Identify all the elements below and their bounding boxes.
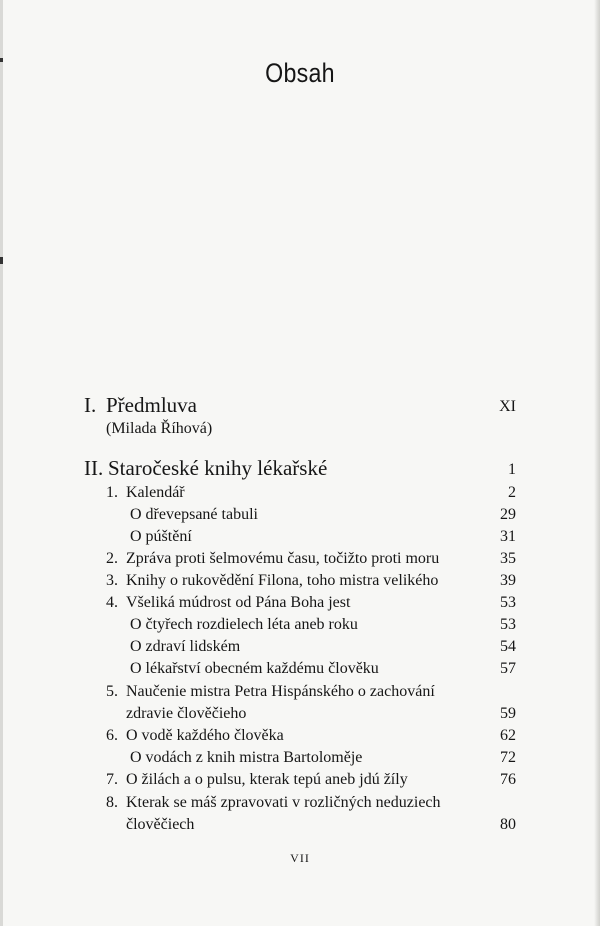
toc-entry — [84, 572, 516, 594]
entry-page: 39 — [500, 572, 516, 589]
entry-title: Naučenie mistra Petra Hispánského o zachování — [126, 683, 435, 700]
section-page: 1 — [508, 461, 516, 478]
section-title: Předmluva — [106, 393, 197, 417]
toc-entry — [84, 816, 516, 838]
section-number: II. — [84, 456, 104, 480]
entry-number: 6. — [106, 727, 118, 744]
section-number: I. — [84, 393, 97, 417]
toc-entry — [84, 794, 516, 816]
entry-page: 53 — [500, 616, 516, 633]
section-title: Staročeské knihy lékařské — [108, 456, 328, 480]
entry-title: člověčiech — [126, 816, 195, 833]
toc-section-subtitle — [84, 420, 516, 442]
toc-entry — [84, 660, 516, 682]
toc-entry — [84, 638, 516, 660]
entry-page: 80 — [500, 816, 516, 833]
toc-entry — [84, 528, 516, 550]
entry-title: O lékařství obecném každému člověku — [130, 660, 379, 677]
entry-number: 8. — [106, 794, 118, 811]
entry-title: O zdraví lidském — [130, 638, 241, 655]
scan-mark — [0, 257, 3, 264]
toc-entry — [84, 705, 516, 727]
toc-entry — [84, 506, 516, 528]
entry-page: 53 — [500, 594, 516, 611]
entry-number: 2. — [106, 550, 118, 567]
toc-entry — [84, 683, 516, 705]
entry-number: 3. — [106, 572, 118, 589]
section-subtitle: (Milada Říhová) — [106, 420, 213, 437]
entry-number: 1. — [106, 484, 118, 501]
page-title: Obsah — [265, 58, 335, 88]
toc-section-row — [84, 393, 516, 421]
entry-title: O púštění — [130, 528, 192, 545]
entry-number: 7. — [106, 771, 118, 788]
toc-entry — [84, 594, 516, 616]
entry-title: Kalendář — [126, 484, 185, 501]
entry-number: 5. — [106, 683, 118, 700]
section-page: XI — [499, 398, 516, 415]
entry-page: 54 — [500, 638, 516, 655]
toc-entry — [84, 771, 516, 793]
entry-title: O vodě každého člověka — [126, 727, 284, 744]
toc-entry — [84, 616, 516, 638]
entry-title: Všeliká múdrost od Pána Boha jest — [126, 594, 351, 611]
toc-entry — [84, 727, 516, 749]
entry-number: 4. — [106, 594, 118, 611]
entry-page: 72 — [500, 749, 516, 766]
entry-page: 59 — [500, 705, 516, 722]
entry-title: O čtyřech rozdielech léta aneb roku — [130, 616, 358, 633]
entry-page: 57 — [500, 660, 516, 677]
toc-entry — [84, 484, 516, 506]
entry-page: 31 — [500, 528, 516, 545]
page-number-footer: VII — [290, 851, 310, 865]
entry-page: 2 — [508, 484, 516, 501]
toc-section-row — [84, 456, 516, 484]
entry-title: Knihy o rukovědění Filona, toho mistra velikého — [126, 572, 439, 589]
entry-page: 62 — [500, 727, 516, 744]
toc-entry — [84, 550, 516, 572]
entry-title: Kterak se máš zpravovati v rozličných neduziech — [126, 794, 441, 811]
entry-page: 35 — [500, 550, 516, 567]
entry-title: zdravie člověčieho — [126, 705, 247, 722]
page-edge-left — [0, 0, 3, 926]
toc-entry — [84, 749, 516, 771]
page-edge-right — [594, 0, 600, 926]
entry-page: 76 — [500, 771, 516, 788]
entry-page: 29 — [500, 506, 516, 523]
scan-mark — [0, 58, 3, 62]
entry-title: O vodách z knih mistra Bartoloměje — [130, 749, 363, 766]
entry-title: O dřevepsané tabuli — [130, 506, 258, 523]
entry-title: O žilách a o pulsu, kterak tepú aneb jdú žíly — [126, 771, 408, 788]
entry-title: Zpráva proti šelmovému času, točižto proti moru — [126, 550, 440, 567]
